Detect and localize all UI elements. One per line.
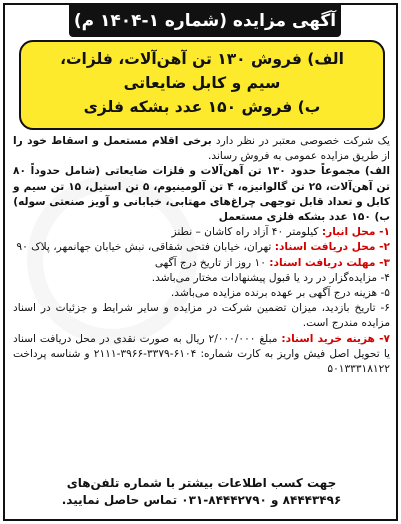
clause-7-text: مبلغ ۲/۰۰۰/۰۰۰ ریال به صورت نقدی در محل دریافت اسناد یا تحویل اصل فیش واریز به کارت شماره: ۶۱۰۴-۳۳۷۹-۳۹۶۶-۲۱۱۱ و شناسه پرداخت ۵۰۱۳۳۳۱۸۱۲۲ bbox=[13, 332, 390, 376]
notice-body bbox=[13, 134, 390, 377]
intro-post: از طریق مزایده عمومی به فروش رساند. bbox=[208, 150, 390, 163]
clause-6-text: ۶- تاریخ بازدید، میزان تضمین شرکت در مزایده و سایر شرایط و جزئیات در اسناد مزایده مندرج است. bbox=[13, 302, 390, 330]
clause-1-label: ۱- محل انبار: bbox=[321, 226, 390, 239]
clause-2-label: ۲- محل دریافت اسناد: bbox=[274, 241, 390, 254]
notice-title-main: آگهی مزایده bbox=[232, 11, 337, 31]
clause-1 bbox=[13, 225, 390, 240]
headline-line-3: ب) فروش ۱۵۰ عدد بشکه فلزی bbox=[83, 98, 321, 116]
clause-6 bbox=[13, 301, 390, 331]
headline-line-1: الف) فروش ۱۳۰ تن آهن‌آلات، فلزات، bbox=[60, 50, 344, 68]
clause-2-text: تهران، خیابان فتحی شقاقی، نبش خیابان جهانمهر، پلاک ۹۰ bbox=[16, 241, 272, 254]
clause-3 bbox=[13, 256, 390, 271]
clause-3-text: ۱۰ روز از تاریخ درج آگهی bbox=[154, 256, 266, 269]
footer-line-1: جهت کسب اطلاعات بیشتر با شماره تلفن‌های bbox=[66, 476, 337, 490]
footer-line-2: ۸۴۴۴۳۴۹۶ و ۸۴۴۴۲۷۹۰-۰۳۱ تماس حاصل نمایید. bbox=[61, 493, 342, 507]
clause-5-text: ۵- هزینه درج آگهی بر عهده برنده مزایده می‌باشد. bbox=[170, 287, 390, 300]
headline-line-2: سیم و کابل ضایعاتی bbox=[123, 74, 281, 92]
clause-7 bbox=[13, 332, 390, 378]
clause-3-label: ۳- مهلت دریافت اسناد: bbox=[269, 256, 390, 269]
item-b: ب) ۱۵۰ عدد بشکه فلزی مستعمل bbox=[218, 211, 390, 224]
notice-number: (شماره ۱-۱۴۰۴ م) bbox=[73, 11, 227, 31]
auction-notice bbox=[3, 3, 398, 521]
clause-2 bbox=[13, 240, 390, 255]
notice-title bbox=[69, 5, 341, 37]
clause-5 bbox=[13, 286, 390, 301]
clause-4-text: ۴- مزایده‌گزار در رد یا قبول پیشنهادات مختار می‌باشد. bbox=[151, 271, 390, 284]
clause-7-label: ۷- هزینه خرید اسناد: bbox=[281, 332, 390, 345]
item-a: الف) مجموعاً حدود ۱۳۰ تن آهن‌آلات و فلزات ضایعاتی (شامل حدوداً ۸۰ تن آهن‌آلات، ۲۵ تن گالوانیزه، ۴ تن آلومینیوم، ۵ تن استیل، ۱۵ تن سیم و کابل و تعداد قابل توجهی چراغ‌های مهتابی، خیابانی و آویز صنعتی سوله) bbox=[13, 165, 390, 208]
headline-box bbox=[19, 40, 385, 130]
clause-4 bbox=[13, 271, 390, 286]
intro-bold: برخی اقلام مستعمل و اسقاط خود را bbox=[13, 135, 212, 147]
contact-footer bbox=[13, 475, 390, 509]
intro-paragraph bbox=[13, 134, 390, 164]
clause-1-text: کیلومتر ۴۰ آزاد راه کاشان – نطنز bbox=[171, 226, 319, 239]
intro-pre: یک شرکت خصوصی معتبر در نظر دارد bbox=[215, 135, 390, 147]
